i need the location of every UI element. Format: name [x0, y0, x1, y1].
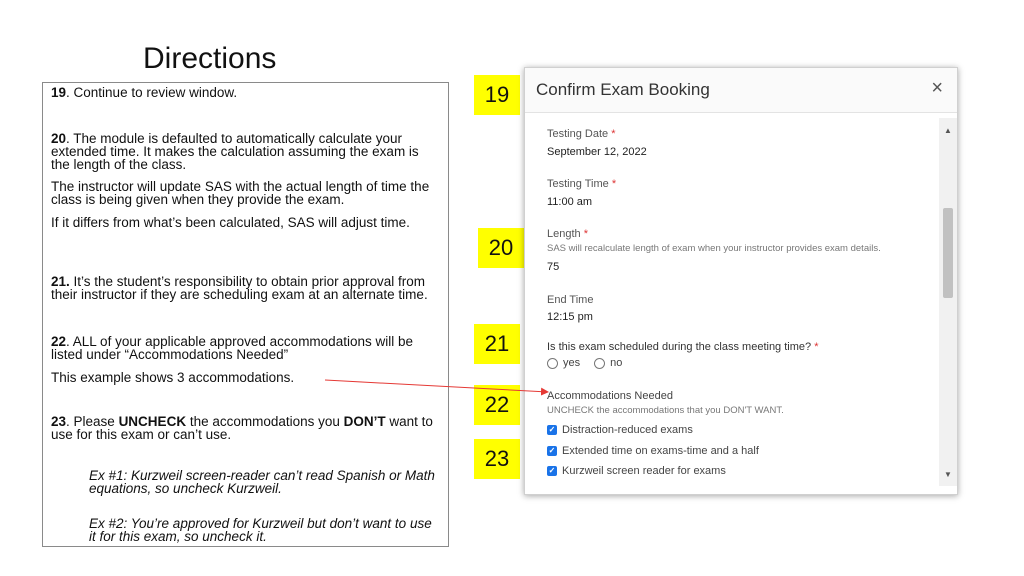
- length-hint: SAS will recalculate length of exam when your instructor provides exam details.: [547, 243, 881, 254]
- class-time-question: Is this exam scheduled during the class meeting time? *: [547, 341, 819, 353]
- step-badge-21: 21: [474, 324, 520, 364]
- example-2: Ex #2: You’re approved for Kurzweil but don’t want to use it for this exam, so uncheck it.: [89, 516, 432, 544]
- yes-label: yes: [563, 357, 581, 369]
- checkbox-checked-icon[interactable]: ✓: [548, 425, 556, 434]
- testing-time-value[interactable]: 11:00 am: [547, 196, 593, 208]
- end-time-label: End Time: [547, 294, 594, 306]
- example-1: Ex #1: Kurzweil screen-reader can’t read Spanish or Math equations, so uncheck Kurzweil.: [89, 468, 435, 496]
- testing-time-label: Testing Time *: [547, 178, 617, 190]
- direction-22-example: This example shows 3 accommodations.: [51, 370, 295, 385]
- direction-23: 23. Please UNCHECK the accommodations you DON’T want to use for this exam or can’t use.: [51, 414, 433, 442]
- slide-title: Directions: [143, 42, 277, 75]
- step-badge-19: 19: [474, 75, 520, 115]
- step-badge-20: 20: [478, 228, 524, 268]
- checkbox-checked-icon[interactable]: ✓: [548, 446, 556, 455]
- accommodation-item[interactable]: ✓ Distraction-reduced exams: [548, 424, 693, 436]
- direction-22: 22. ALL of your applicable approved accommodations will be listed under “Accommodations Needed”: [51, 334, 413, 362]
- testing-date-value[interactable]: September 12, 2022: [547, 146, 647, 158]
- length-label: Length *: [547, 228, 588, 240]
- no-label: no: [610, 357, 623, 369]
- direction-21: 21. It’s the student’s responsibility to obtain prior approval from their instructor if they are scheduling exam at an alternate time.: [51, 274, 428, 302]
- arrow-line: [325, 380, 548, 392]
- direction-19: 19. Continue to review window.: [51, 85, 238, 100]
- direction-20: 20. The module is defaulted to automatically calculate your extended time. It makes the calculation assuming the exam is the length of the class.: [51, 131, 419, 172]
- accommodation-item[interactable]: ✓ Kurzweil screen reader for exams: [548, 465, 726, 477]
- step-badge-23: 23: [474, 439, 520, 479]
- direction-20-adjust: If it differs from what’s been calculated, SAS will adjust time.: [51, 215, 410, 230]
- scroll-up-arrow-icon[interactable]: ▲: [944, 126, 952, 135]
- step-badge-22: 22: [474, 385, 520, 425]
- dialog-title: Confirm Exam Booking: [536, 80, 710, 99]
- length-value[interactable]: 75: [547, 261, 560, 273]
- checkbox-checked-icon[interactable]: ✓: [548, 466, 556, 475]
- accommodations-hint: UNCHECK the accommodations that you DON'T WANT.: [547, 405, 784, 416]
- scroll-down-arrow-icon[interactable]: ▼: [944, 470, 952, 479]
- close-icon[interactable]: ×: [931, 77, 943, 99]
- accommodations-label: Accommodations Needed: [547, 390, 673, 402]
- direction-20-instructor-update: The instructor will update SAS with the actual length of time the class is being given when they provide the exam.: [51, 179, 430, 207]
- accommodation-item[interactable]: ✓ Extended time on exams-time and a half: [548, 445, 759, 457]
- end-time-value: 12:15 pm: [547, 311, 593, 323]
- testing-date-label: Testing Date *: [547, 128, 616, 140]
